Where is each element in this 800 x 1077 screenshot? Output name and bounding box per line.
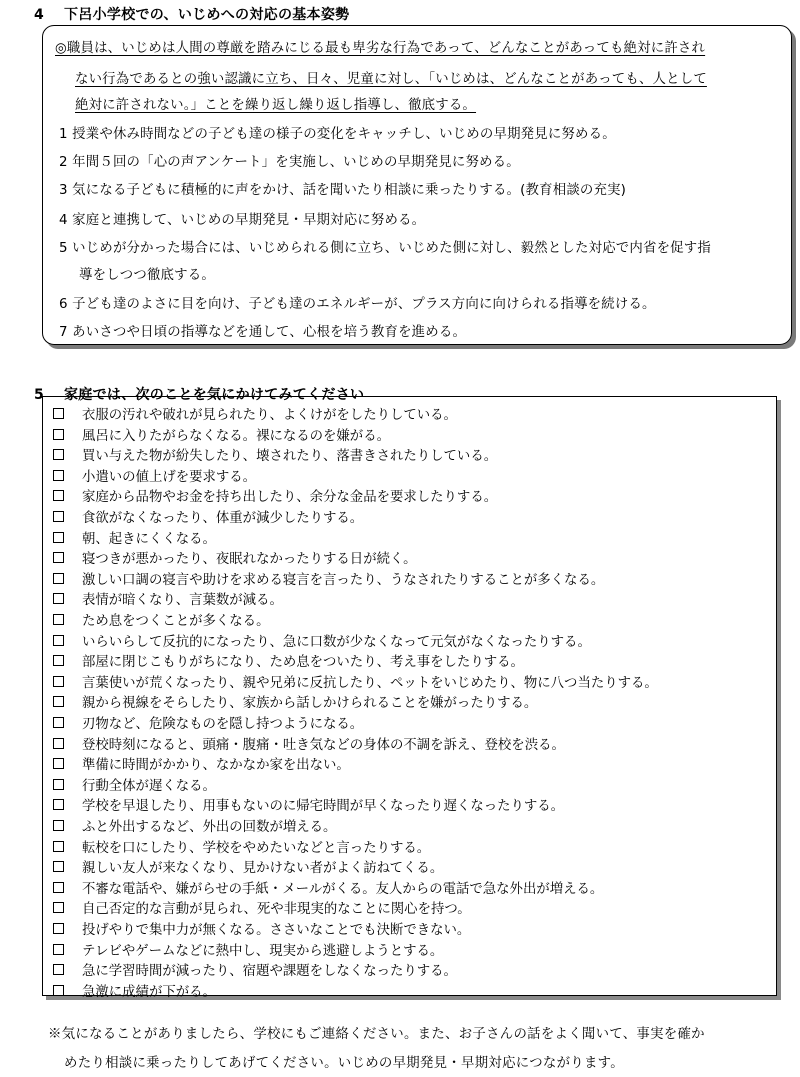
policy-item: 3 気になる子どもに積極的に声をかけ、話を聞いたり相談に乗ったりする。(教育相談の充実) [59, 183, 627, 198]
checkbox-icon[interactable] [53, 820, 64, 831]
checkbox-icon[interactable] [53, 738, 64, 749]
checklist-item-text: 表情が暗くなり、言葉数が減る。 [82, 593, 283, 609]
checklist-item[interactable] [53, 507, 363, 526]
checklist-item[interactable] [53, 898, 471, 917]
checklist-item-text: 自己否定的な言動が見られ、死や非現実的なことに関心を持つ。 [82, 902, 471, 918]
checkbox-icon[interactable] [53, 944, 64, 955]
checkbox-icon[interactable] [53, 511, 64, 522]
checklist-item[interactable] [53, 486, 497, 505]
checklist-item[interactable] [53, 775, 216, 794]
checkbox-icon[interactable] [53, 841, 64, 852]
section-5-title: 家庭では、次のことを気にかけてみてください [64, 387, 365, 403]
checklist-item[interactable] [53, 919, 470, 938]
checklist-item-text: 言葉使いが荒くなったり、親や兄弟に反抗したり、ペットをいじめたり、物に八つ当たりする。 [82, 675, 658, 691]
checkbox-icon[interactable] [53, 614, 64, 625]
checklist-item-text: 不審な電話や、嫌がらせの手紙・メールがくる。友人からの電話で急な外出が増える。 [82, 881, 604, 897]
checklist-item-text: 家庭から品物やお金を持ち出したり、余分な金品を要求したりする。 [82, 490, 498, 506]
checklist-item-text: 登校時刻になると、頭痛・腹痛・吐き気などの身体の不調を訴え、登校を渋る。 [82, 737, 565, 753]
checkbox-icon[interactable] [53, 799, 64, 810]
checklist-item-text: 風呂に入りたがらなくなる。裸になるのを嫌がる。 [82, 428, 390, 444]
checklist-item-text: 衣服の汚れや破れが見られたり、よくけがをしたりしている。 [82, 408, 457, 423]
checklist-item-text: 親しい友人が来なくなり、見かけない者がよく訪ねてくる。 [82, 861, 444, 877]
policy-item: 4 家庭と連携して、いじめの早期発見・早期対応に努める。 [59, 213, 426, 228]
school-policy-box [42, 25, 792, 345]
checkbox-icon[interactable] [53, 532, 64, 543]
checkbox-icon[interactable] [53, 902, 64, 913]
checkbox-icon[interactable] [53, 470, 64, 481]
checklist-item-text: 朝、起きにくくなる。 [82, 531, 216, 547]
checkbox-icon[interactable] [53, 779, 64, 790]
checkbox-icon[interactable] [53, 758, 64, 769]
checklist-item-text: 急激に成績が下がる。 [82, 984, 216, 1000]
checklist-item[interactable] [53, 651, 524, 670]
checklist-item-text: 急に学習時間が減ったり、宿題や課題をしなくなったりする。 [82, 964, 457, 980]
policy-item: 5 いじめが分かった場合には、いじめられる側に立ち、いじめた側に対し、毅然とした対応で内省を促す指 [59, 241, 711, 256]
checkbox-icon[interactable] [53, 449, 64, 460]
checklist-item[interactable] [53, 466, 256, 485]
home-checklist-box [42, 396, 777, 1000]
checklist-item-text: 転校を口にしたり、学校をやめたいなどと言ったりする。 [82, 840, 431, 856]
checkbox-icon[interactable] [53, 964, 64, 975]
section-5-number: 5 [34, 387, 45, 403]
closing-note-line: ※気になることがありましたら、学校にもご連絡ください。また、お子さんの話をよく聞いて、事実を確か [48, 1027, 705, 1042]
checkbox-icon[interactable] [53, 593, 64, 604]
checklist-item[interactable] [53, 672, 658, 691]
checkbox-icon[interactable] [53, 552, 64, 563]
checklist-item[interactable] [53, 528, 216, 547]
checkbox-icon[interactable] [53, 882, 64, 893]
policy-line: ない行為であるとの強い認識に立ち、日々、児童に対し、「いじめは、どんなことがあっても、人として [75, 72, 707, 87]
checklist-item[interactable] [53, 425, 390, 444]
section-4-title: 下呂小学校での、いじめへの対応の基本姿勢 [64, 7, 350, 23]
checklist-item[interactable] [53, 548, 417, 567]
checklist-item[interactable] [53, 734, 565, 753]
policy-line: ◎職員は、いじめは人間の尊厳を踏みにじる最も卑劣な行為であって、どんなことがあっても絶対に許され [55, 41, 706, 56]
checkbox-icon[interactable] [53, 717, 64, 728]
policy-item: 2 年間５回の「心の声アンケート」を実施し、いじめの早期発見に努める。 [59, 155, 520, 170]
checklist-item[interactable] [53, 960, 457, 979]
checklist-item-text: 投げやりで集中力が無くなる。ささいなことでも決断できない。 [82, 923, 471, 938]
checkbox-icon[interactable] [53, 490, 64, 501]
checkbox-icon[interactable] [53, 655, 64, 666]
checklist-item-text: 買い与えた物が紛失したり、壊されたり、落書きされたりしている。 [82, 449, 498, 465]
checklist-item[interactable] [53, 631, 591, 650]
checklist-item[interactable] [53, 713, 363, 732]
closing-note-line: めたり相談に乗ったりしてあげてください。いじめの早期発見・早期対応につながります。 [64, 1056, 624, 1071]
checklist-item[interactable] [53, 940, 443, 959]
checklist-item-text: いらいらして反抗的になったり、急に口数が少なくなって元気がなくなったりする。 [82, 634, 591, 650]
checklist-item[interactable] [53, 589, 283, 608]
checklist-item-text: 部屋に閉じこもりがちになり、ため息をついたり、考え事をしたりする。 [82, 655, 524, 671]
checklist-item[interactable] [53, 878, 603, 897]
checklist-item[interactable] [53, 795, 564, 814]
checklist-item[interactable] [53, 610, 269, 629]
checklist-item[interactable] [53, 857, 443, 876]
policy-item: 1 授業や休み時間などの子ども達の様子の変化をキャッチし、いじめの早期発見に努める。 [59, 127, 616, 142]
checklist-item-text: 学校を早退したり、用事もないのに帰宅時間が早くなったり遅くなったりする。 [82, 799, 565, 815]
checkbox-icon[interactable] [53, 861, 64, 872]
checkbox-icon[interactable] [53, 635, 64, 646]
checklist-item[interactable] [53, 754, 350, 773]
checklist-item[interactable] [53, 445, 497, 464]
policy-item: 7 あいさつや日頃の指導などを通して、心根を培う教育を進める。 [59, 325, 467, 340]
checklist-item-text: 刃物など、危険なものを隠し持つようになる。 [82, 717, 364, 732]
checklist-item[interactable] [53, 837, 430, 856]
checklist-item-text: 準備に時間がかかり、なかなか家を出ない。 [82, 758, 350, 774]
checklist-item-text: 食欲がなくなったり、体重が減少したりする。 [82, 511, 364, 526]
checklist-item[interactable] [53, 569, 604, 588]
checklist-item[interactable] [53, 404, 457, 423]
checkbox-icon[interactable] [53, 923, 64, 934]
checkbox-icon[interactable] [53, 408, 64, 419]
checkbox-icon[interactable] [53, 429, 64, 440]
checklist-item-text: 小遣いの値上げを要求する。 [82, 469, 257, 485]
section-4-heading [34, 4, 349, 24]
checklist-item-text: ふと外出するなど、外出の回数が増える。 [82, 820, 337, 835]
policy-item-continuation: 導をしつつ徹底する。 [79, 268, 215, 283]
checkbox-icon[interactable] [53, 573, 64, 584]
checkbox-icon[interactable] [53, 676, 64, 687]
policy-item: 6 子ども達のよさに目を向け、子ども達のエネルギーが、プラス方向に向けられる指導を続ける。 [59, 297, 656, 312]
policy-line: 絶対に許されない。」ことを繰り返し繰り返し指導し、徹底する。 [75, 98, 477, 113]
checkbox-icon[interactable] [53, 696, 64, 707]
checklist-item[interactable] [53, 692, 537, 711]
checklist-item-text: 行動全体が遅くなる。 [82, 778, 216, 794]
checklist-item-text: 激しい口調の寝言や助けを求める寝言を言ったり、うなされたりすることが多くなる。 [82, 572, 605, 588]
checklist-item-text: ため息をつくことが多くなる。 [82, 614, 270, 629]
section-4-number: 4 [34, 7, 45, 23]
checklist-item-text: テレビやゲームなどに熱中し、現実から逃避しようとする。 [82, 943, 444, 959]
checklist-item[interactable] [53, 981, 216, 1000]
checklist-item[interactable] [53, 816, 336, 835]
checklist-item-text: 寝つきが悪かったり、夜眠れなかったりする日が続く。 [82, 552, 417, 568]
checkbox-icon[interactable] [53, 985, 64, 996]
checklist-item-text: 親から視線をそらしたり、家族から話しかけられることを嫌がったりする。 [82, 696, 538, 712]
